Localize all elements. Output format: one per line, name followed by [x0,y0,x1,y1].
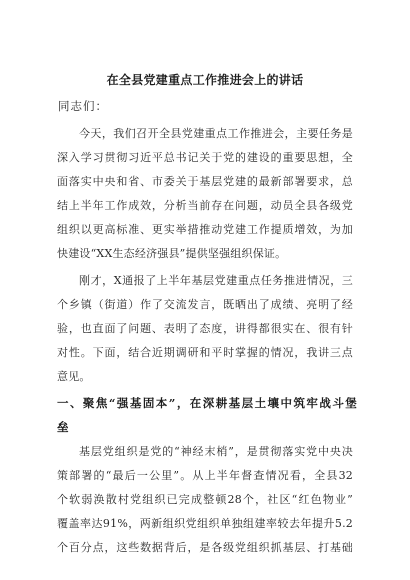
paragraph-line: 刚才，X通报了上半年基层党建重点任务推进情况，三 [79,274,353,287]
paragraph-line: 个软弱涣散村党组织已完成整顿28个，社区“红色物业” [57,493,353,506]
heading-line: 垒 [57,420,69,434]
paragraph-line: 验，也直面了问题、表明了态度，讲得都很实在、很有针 [57,322,353,335]
paragraph-line: 意见。 [57,370,91,383]
paragraph-line: 策部署的“最后一公里”。从上半年督查情况看，全县32 [57,469,353,482]
paragraph-line: 结上半年工作成效，分析当前存在问题，动员全县各级党 [57,199,353,212]
paragraph-line: 深入学习贯彻习近平总书记关于党的建设的重要思想，全 [57,151,353,164]
document-title: 在全县党建重点工作推进会上的讲话 [106,73,304,87]
paragraph-line: 快建设“XX生态经济强县”提供坚强组织保证。 [57,247,287,260]
paragraph-line: 覆盖率达91%，两新组织党组织单独组建率较去年提升5.2 [57,517,353,530]
paragraph-1 [57,128,353,272]
paragraph-line: 个百分点，这些数据背后，是各级党组织抓基层、打基础 [57,541,353,554]
section-heading-1 [57,397,357,445]
paragraph-line: 组织以更高标准、更实举措推动党建工作提质增效，为加 [57,223,353,236]
paragraph-line: 基层党组织是党的“神经末梢”，是贯彻落实党中央决 [79,445,353,458]
paragraph-line: 对性。下面，结合近期调研和平时掌握的情况，我讲三点 [57,346,353,359]
paragraph-2 [57,275,353,395]
paragraph-line: 面落实中央和省、市委关于基层党建的最新部署要求，总 [57,175,353,188]
heading-line: 一、聚焦“强基固本”，在深耕基层土壤中筑牢战斗堡 [57,396,357,410]
paragraph-line: 个乡镇（街道）作了交流发言，既晒出了成绩、亮明了经 [57,298,353,311]
paragraph-3 [57,446,353,566]
salutation: 同志们： [58,99,108,113]
paragraph-line: 今天，我们召开全县党建重点工作推进会，主要任务是 [79,127,353,140]
